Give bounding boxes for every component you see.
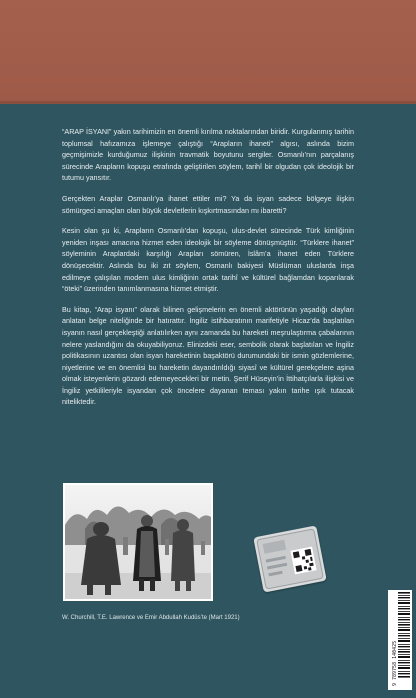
paragraph-3: Kesin olan şu ki, Arapların Osmanlı’dan kopuşu, ulus-devlet sürecinde Türk kimliğinin yeniden inşası amacına hizmet eden ideolojik bir söyleme dönüşmüştür. “Türklere ihanet” söyleminin Araplardaki karşılığı Arapları sömüren, İslâm’a ihanet eden Türklere dönüşecektir. Aslında bu iki zıt söylem, Osmanlı bakiyesi Müslüman uluslarda inşa edilmeye çalışılan modern ulus kimliğinin ortak tarihî ve kültürel bağlamdan koparılarak “öteki” üzerinden tanımlanmasına hizmet etmiştir. — [62, 226, 354, 294]
qr-code-icon — [253, 525, 327, 592]
top-color-band — [0, 0, 416, 104]
historical-photo — [63, 483, 213, 601]
blurb-text — [62, 126, 354, 417]
barcode — [388, 590, 412, 690]
photo-illustration — [65, 485, 211, 599]
paragraph-4: Bu kitap, “Arap isyanı” olarak bilinen gelişmelerin en önemli aktörünün yaşadığı olayları anlatan belge niteliğinde bir hatırattır. İngiliz istihbaratının marifetiyle Hicaz’da başlatılan isyanın nasıl gerçekleştiği anlatılırken aynı zamanda bu hareketi meşrulaştırma çabalarının nelere yaslandığını da okuyabiliyoruz. Elinizdeki eser, sembolik olarak başlatılan ve İngiliz politikasının uzantısı olan isyan hareketinin başaktörü durumundaki bir ismin gözlemlerine, niyetlerine ve en önemlisi bu hareketin dayandırıldığı siyasî ve kültürel gerekçelere aşina olmak isteyenlerin gözardı edemeyecekleri bir metin. Şerif Hüseyin’in İttihatçılarla ilişkisi ve İngiliz yetkilileriyle isyandan çok öncelere dayanan teması yakın tarihe ışık tutacak niteliktedir. — [62, 304, 354, 407]
barcode-number: 9 789758 140425 — [392, 640, 398, 686]
photo-caption: W. Churchill, T.E. Lawrence ve Emir Abdullah Kudüs’te (Mart 1921) — [62, 615, 240, 621]
price-sticker — [253, 525, 327, 592]
paragraph-1: “ARAP İSYANI” yakın tarihimizin en önemli kırılma noktalarından biridir. Kurgulanmış tarihin toplumsal hafızamıza işlemeye çalıştığı “Arapların ihaneti” algısı, aslında bizim geçmişimizle kurduğumuz ilişkinin travmatik boyutunu sergiler. Osmanlı’nın parçalanış sürecinde Arapların kopuşu etrafında geliştirilen söylem, tarihî bir olgudan çok ideolojik bir tutumu yansıtır. — [62, 127, 354, 183]
paragraph-2: Gerçekten Araplar Osmanlı’ya ihanet ettiler mi? Ya da isyan sadece bölgeye ilişkin sömürgeci amaçları olan büyük devletlerin kışkırtmasından mı ibaretti? — [62, 193, 354, 215]
